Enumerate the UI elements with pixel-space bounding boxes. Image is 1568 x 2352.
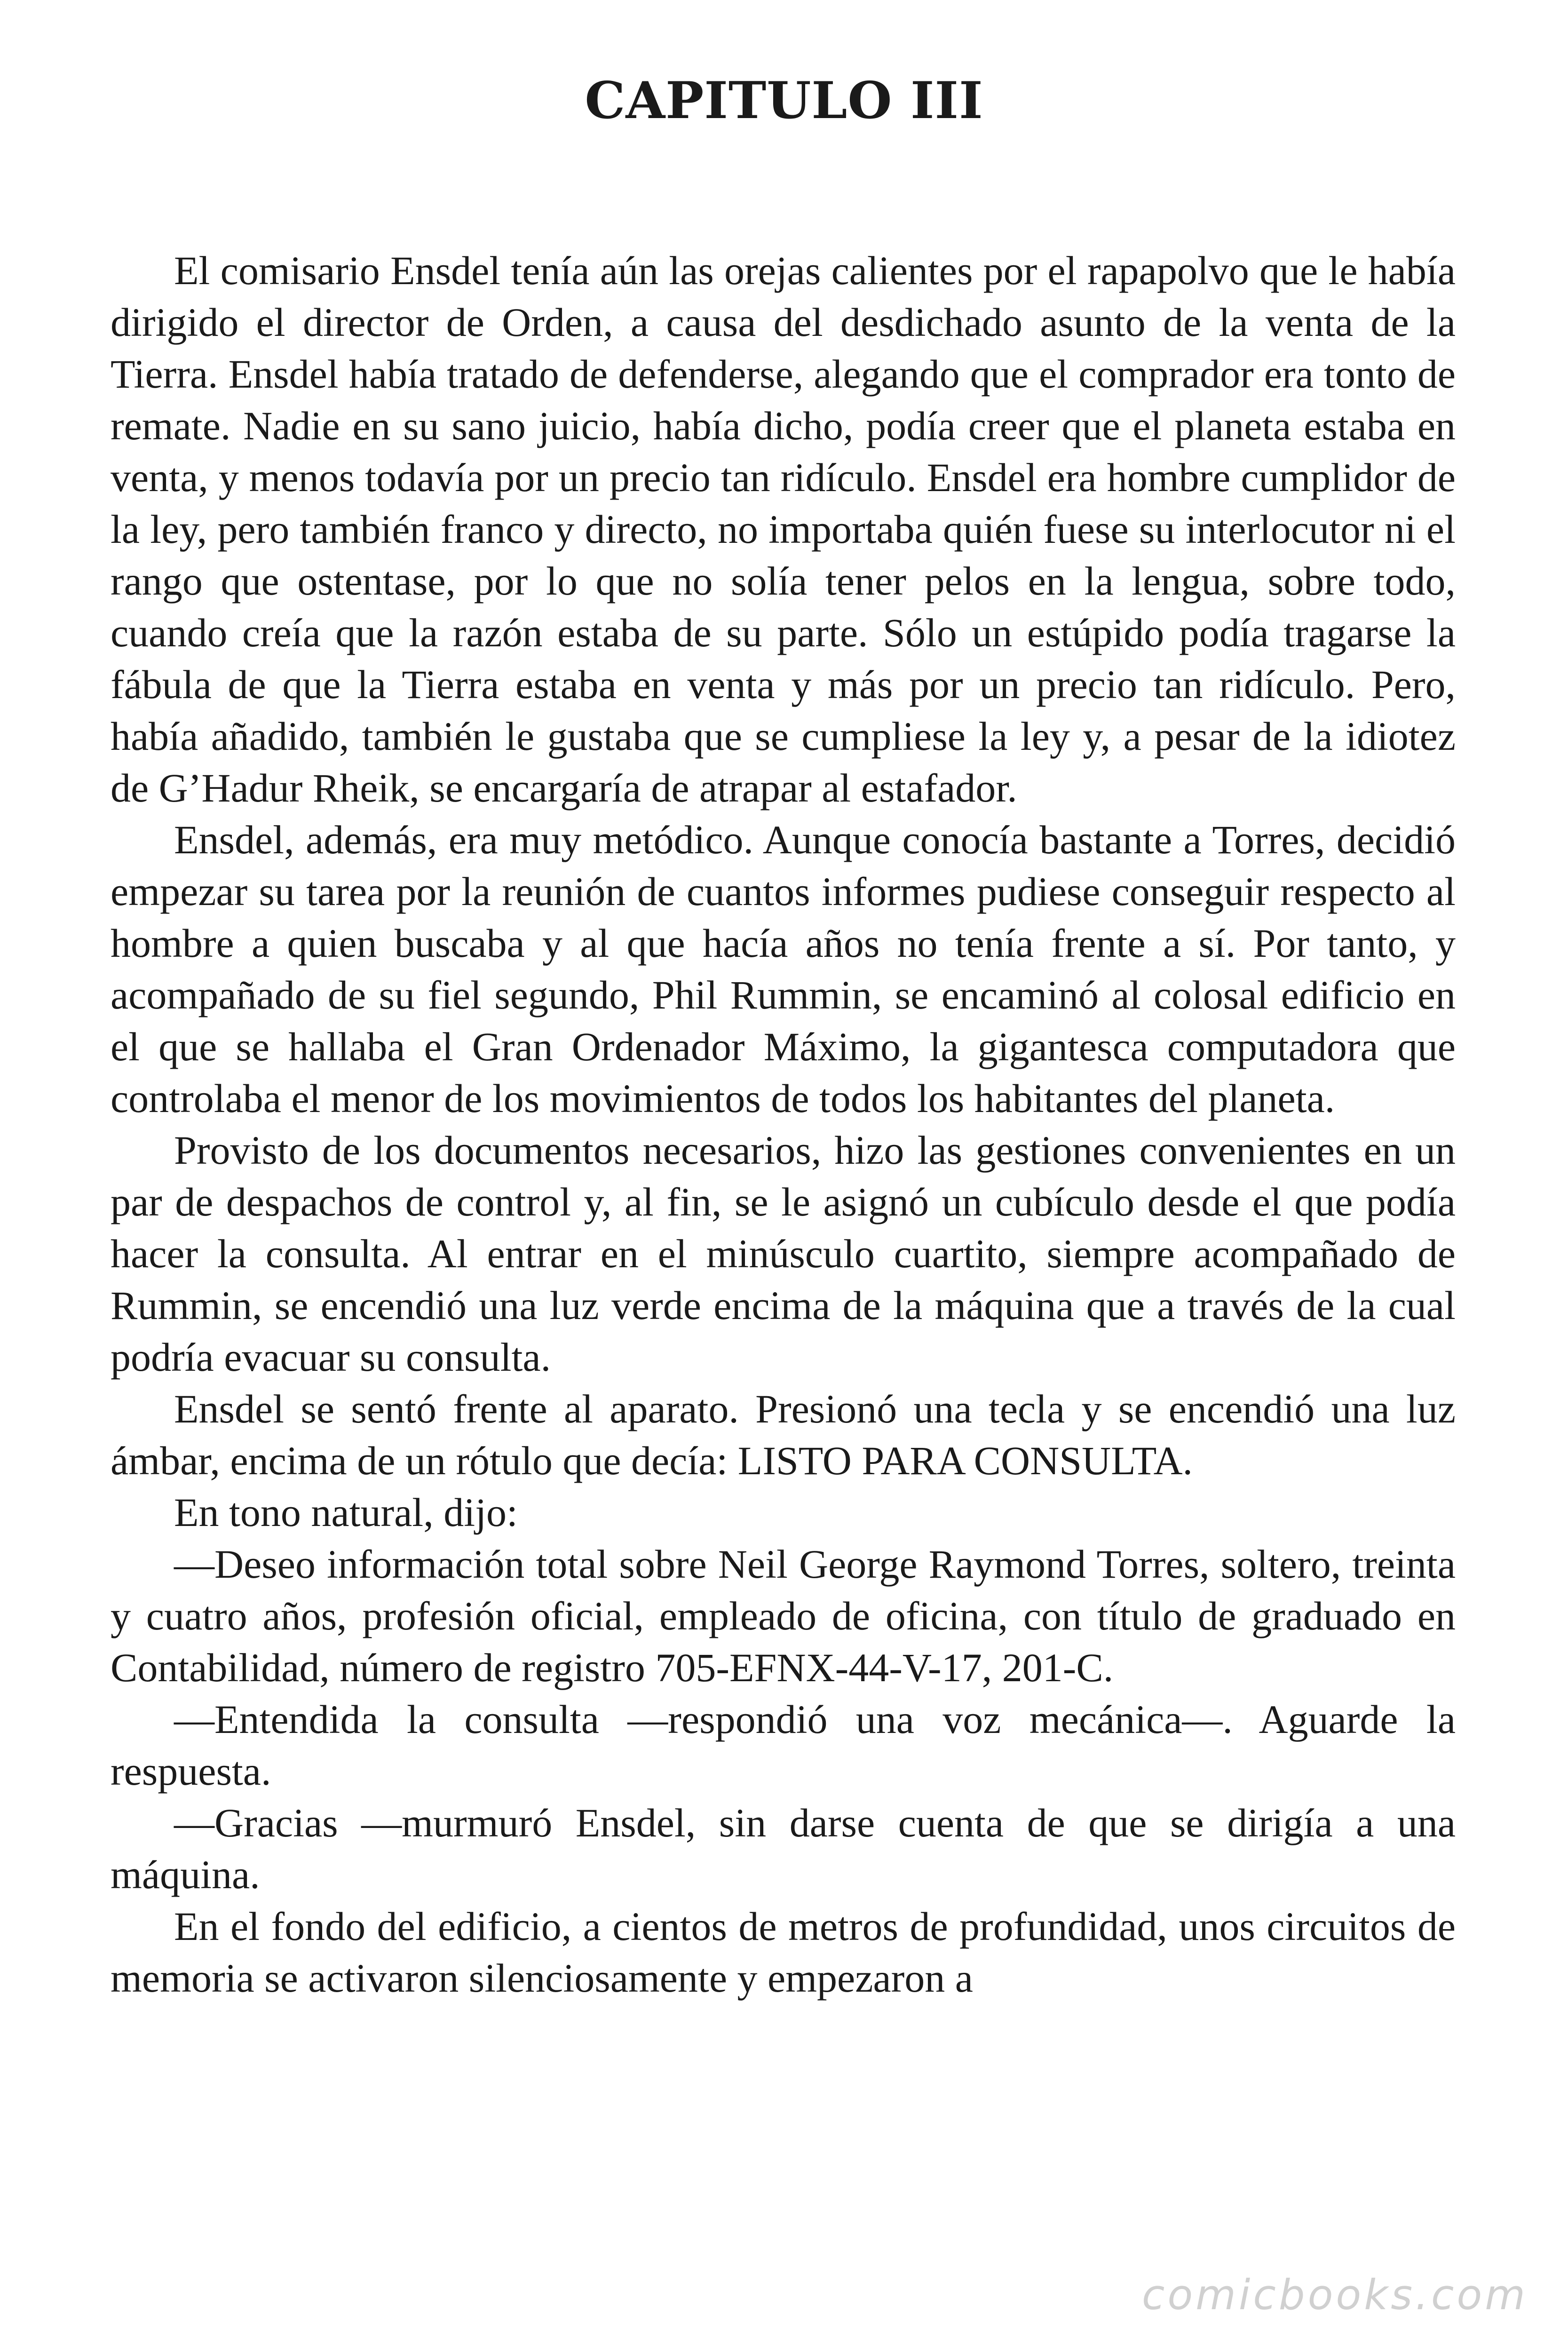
paragraph-3: Provisto de los documentos necesarios, hizo las gestiones convenientes en un par de despachos de control y, al fin, se le asignó un cubículo desde el que podía hacer la consulta. Al entrar en el minúsculo cuartito, siempre acompañado de Rummin, se encendió una luz verde encima de la máquina que a través de la cual podría evacuar su consulta. [111, 1128, 1456, 1380]
paragraph-8: —Gracias —murmuró Ensdel, sin darse cuenta de que se dirigía a una máquina. [111, 1800, 1456, 1897]
watermark: comicbooks.com [1141, 2271, 1528, 2319]
paragraph-1: El comisario Ensdel tenía aún las orejas calientes por el rapapolvo que le había dirigido el director de Orden, a causa del desdichado asunto de la venta de la Tierra. Ensdel había tratado de defenderse, alegando que el comprador era tonto de remate. Nadie en su sano juicio, había dicho, podía creer que el planeta estaba en venta, y menos todavía por un precio tan ridículo. Ensdel era hombre cumplidor de la ley, pero también franco y directo, no importaba quién fuese su interlocutor ni el rango que ostentase, por lo que no solía tener pelos en la lengua, sobre todo, cuando creía que la razón estaba de su parte. Sólo un estúpido podía tragarse la fábula de que la Tierra estaba en venta y más por un precio tan ridículo. Pero, había añadido, también le gustaba que se cumpliese la ley y, a pesar de la idiotez de G’Hadur Rheik, se encargaría de atrapar al estafador. [111, 248, 1456, 810]
paragraph-5: En tono natural, dijo: [174, 1490, 518, 1535]
chapter-title: CAPITULO III [585, 71, 983, 130]
chapter-body [111, 245, 1456, 2004]
paragraph-9: En el fondo del edificio, a cientos de metros de profundidad, unos circuitos de memoria se activaron silenciosamente y empezaron a [111, 1904, 1456, 2001]
paragraph-7: —Entendida la consulta —respondió una voz mecánica—. Aguarde la respuesta. [111, 1697, 1456, 1794]
paragraph-4: Ensdel se sentó frente al aparato. Presionó una tecla y se encendió una luz ámbar, encima de un rótulo que decía: LISTO PARA CONSULTA. [111, 1386, 1456, 1483]
paragraph-2: Ensdel, además, era muy metódico. Aunque conocía bastante a Torres, decidió empezar su tarea por la reunión de cuantos informes pudiese conseguir respecto al hombre a quien buscaba y al que hacía años no tenía frente a sí. Por tanto, y acompañado de su fiel segundo, Phil Rummin, se encaminó al colosal edificio en el que se hallaba el Gran Ordenador Máximo, la gigantesca computadora que controlaba el menor de los movimientos de todos los habitantes del planeta. [111, 817, 1456, 1121]
paragraph-6: —Deseo información total sobre Neil George Raymond Torres, soltero, treinta y cuatro años, profesión oficial, empleado de oficina, con título de graduado en Contabilidad, número de registro 705-EFNX-44-V-17, 201-C. [111, 1542, 1456, 1690]
